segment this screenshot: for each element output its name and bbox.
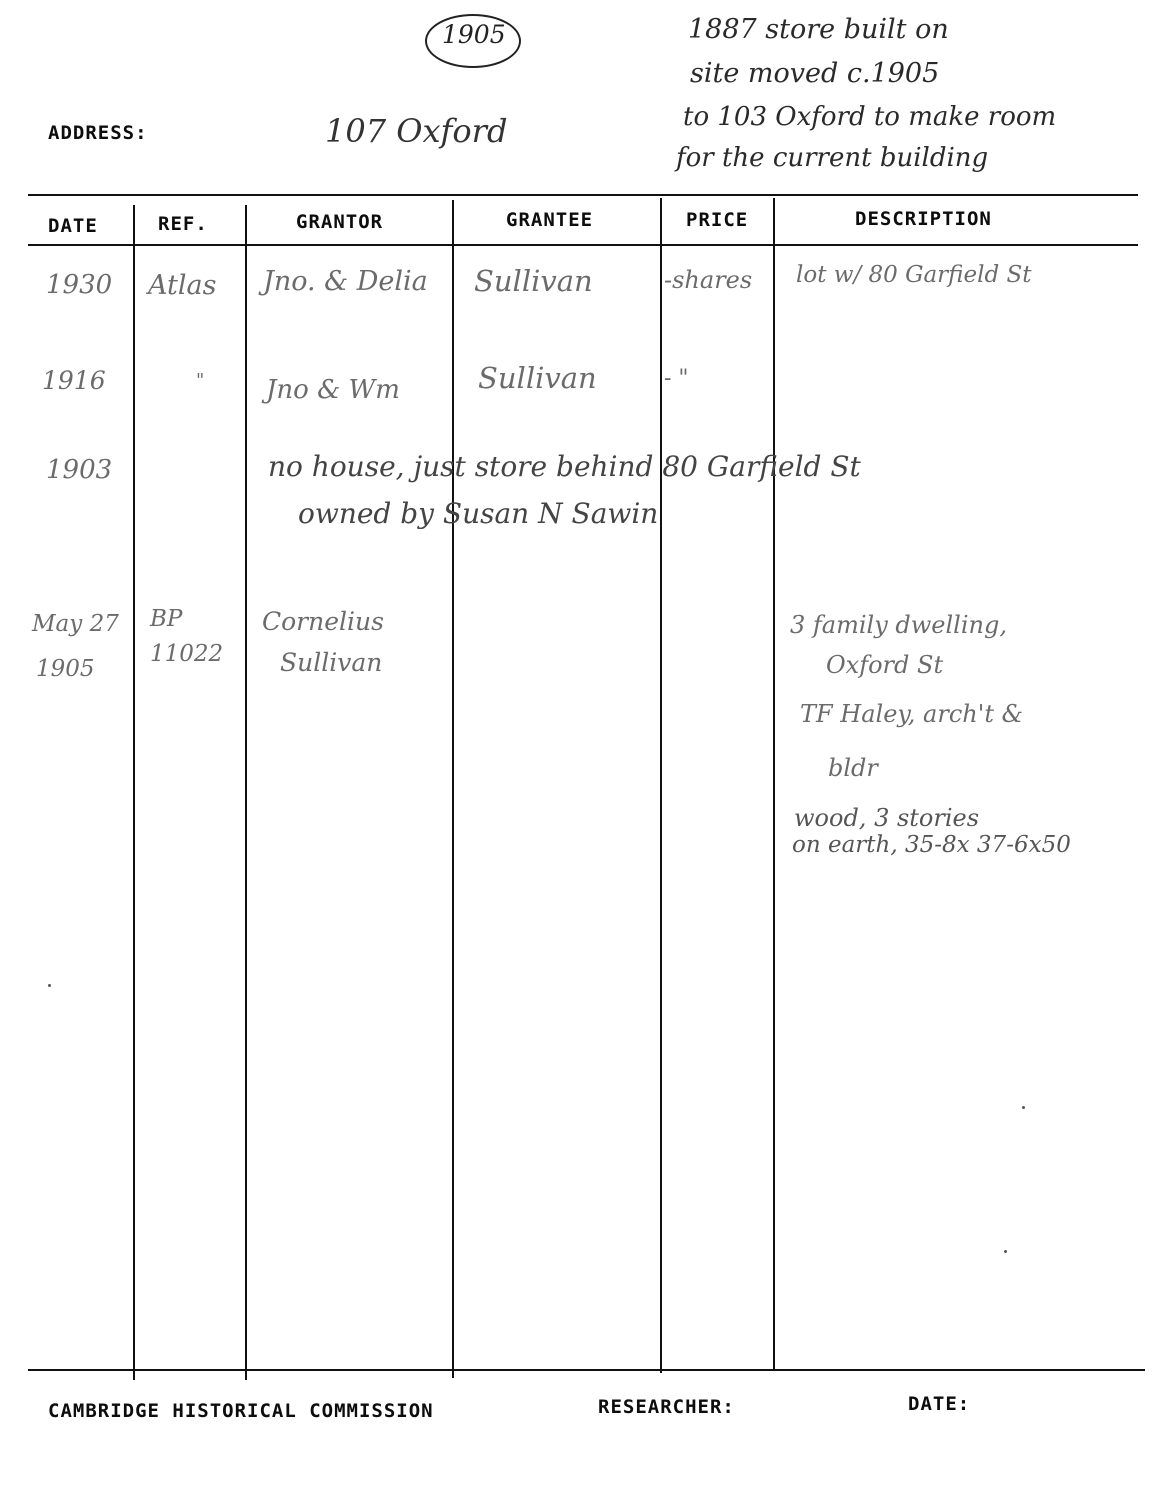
row-1930-description: lot w/ 80 Garfield St xyxy=(796,262,1032,288)
col-divider-2 xyxy=(245,205,247,1380)
permit-description-line-2: Oxford St xyxy=(826,651,944,679)
row-1916-grantee: Sullivan xyxy=(478,361,597,395)
table-bottom-rule xyxy=(28,1369,1145,1371)
col-header-price: PRICE xyxy=(686,209,749,231)
permit-description-line-6: on earth, 35-8x 37-6x50 xyxy=(792,832,1071,858)
circled-year: 1905 xyxy=(442,20,506,49)
stray-mark xyxy=(1004,1250,1007,1253)
row-1930-grantee: Sullivan xyxy=(474,264,593,298)
col-divider-1 xyxy=(133,205,135,1380)
address-label: ADDRESS: xyxy=(48,122,148,144)
note-line-2: site moved c.1905 xyxy=(690,58,940,89)
stray-mark xyxy=(48,984,51,987)
row-1916-date: 1916 xyxy=(42,366,106,395)
address-value: 107 Oxford xyxy=(325,112,508,150)
permit-date-line-2: 1905 xyxy=(36,656,95,682)
permit-description-line-5: wood, 3 stories xyxy=(794,804,980,832)
table-top-rule xyxy=(28,194,1138,196)
note-line-3: to 103 Oxford to make room xyxy=(683,102,1057,132)
row-1916-grantor: Jno & Wm xyxy=(266,375,400,405)
col-header-ref: REF. xyxy=(158,213,208,235)
permit-ref-line-1: BP xyxy=(150,606,183,632)
permit-grantor-line-1: Cornelius xyxy=(262,607,384,636)
footer-researcher-label: RESEARCHER: xyxy=(598,1396,735,1418)
header-bottom-rule xyxy=(28,244,1138,246)
col-divider-4 xyxy=(660,198,662,1373)
row-1930-grantor: Jno. & Delia xyxy=(263,266,428,297)
permit-ref-line-2: 11022 xyxy=(150,641,224,667)
note-line-1: 1887 store built on xyxy=(688,14,949,45)
footer-date-label: DATE: xyxy=(908,1393,971,1415)
row-1930-price: -shares xyxy=(664,266,753,294)
permit-date-line-1: May 27 xyxy=(32,611,119,637)
col-divider-5 xyxy=(773,198,775,1370)
col-header-grantor: GRANTOR xyxy=(296,211,384,233)
note-1903-date: 1903 xyxy=(46,455,113,485)
footer-organization: CAMBRIDGE HISTORICAL COMMISSION xyxy=(48,1400,434,1422)
stray-mark xyxy=(1022,1106,1025,1109)
note-line-4: for the current building xyxy=(676,143,989,173)
permit-description-line-4: bldr xyxy=(828,754,878,782)
note-1903-line-2: owned by Susan N Sawin xyxy=(298,497,659,530)
permit-grantor-line-2: Sullivan xyxy=(280,648,383,677)
row-1916-ref: " xyxy=(196,370,205,391)
permit-description-line-3: TF Haley, arch't & xyxy=(800,700,1023,728)
permit-description-line-1: 3 family dwelling, xyxy=(790,611,1007,639)
row-1916-price: - " xyxy=(664,366,689,391)
col-header-date: DATE xyxy=(48,215,98,237)
row-1930-date: 1930 xyxy=(46,270,113,300)
col-header-description: DESCRIPTION xyxy=(855,208,992,230)
col-header-grantee: GRANTEE xyxy=(506,209,594,231)
row-1930-ref: Atlas xyxy=(148,270,217,301)
col-divider-3 xyxy=(452,200,454,1378)
note-1903-line-1: no house, just store behind 80 Garfield St xyxy=(268,450,861,483)
